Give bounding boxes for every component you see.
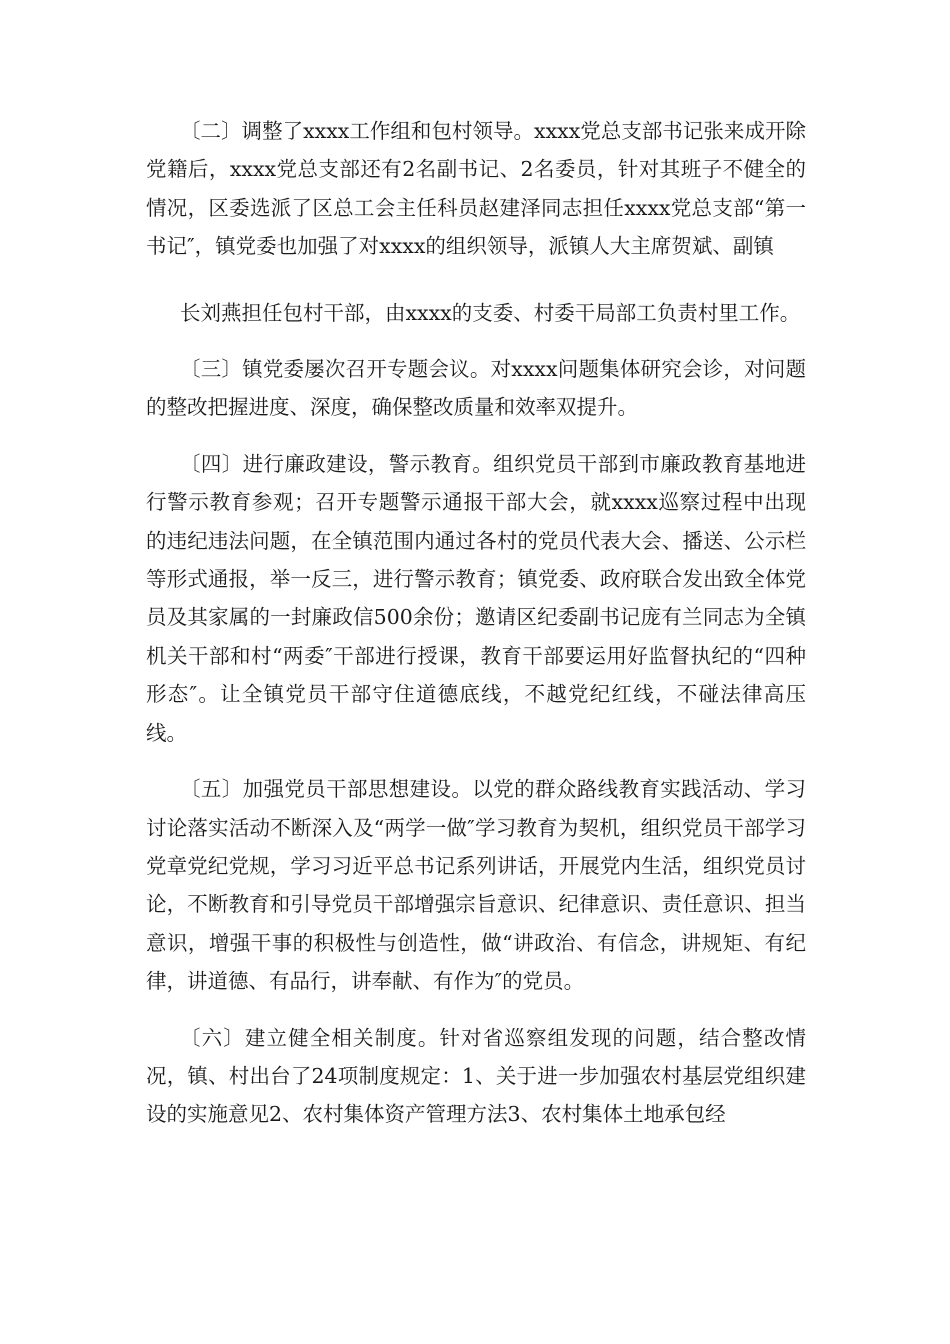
document-page [146, 112, 806, 1134]
paragraph-5-ideology: 〔五〕加强党员干部思想建设。以党的群众路线教育实践活动、学习讨论落实活动不断深入及“两学一做″学习教育为契机，组织党员干部学习党章党纪党规，学习习近平总书记系列讲话，开展党内生活，组织党员讨论，不断教育和引导党员干部增强宗旨意识、纪律意识、责任意识、担当意识，增强干事的积极性与创造性，做“讲政治、有信念，讲规矩、有纪律，讲道德、有品行，讲奉献、有作为″的党员。 [146, 777, 806, 994]
paragraph-6-systems: 〔六〕建立健全相关制度。针对省巡察组发现的问题，结合整改情况，镇、村出台了24项制度规定：1、关于进一步加强农村基层党组织建设的实施意见2、农村集体资产管理方法3、农村集体土地承包经 [146, 1025, 806, 1127]
paragraph-2-work-group: 〔二〕调整了xxxx工作组和包村领导。xxxx党总支部书记张来成开除党籍后，xxxx党总支部还有2名副书记、2名委员，针对其班子不健全的情况，区委选派了区总工会主任科员赵建泽同志担任xxxx党总支部“第一书记″，镇党委也加强了对xxxx的组织领导，派镇人大主席贺斌、副镇 [146, 119, 806, 259]
paragraph-3-meetings: 〔三〕镇党委屡次召开专题会议。对xxxx问题集体研究会诊，对问题的整改把握进度、深度，确保整改质量和效率双提升。 [146, 357, 806, 420]
paragraph-2-continuation: 长刘燕担任包村干部，由xxxx的支委、村委干局部工负责村里工作。 [180, 300, 801, 325]
paragraph-4-integrity: 〔四〕进行廉政建设，警示教育。组织党员干部到市廉政教育基地进行警示教育参观；召开专题警示通报干部大会，就xxxx巡察过程中出现的违纪违法问题，在全镇范围内通过各村的党员代表大会、播送、公示栏等形式通报，举一反三，进行警示教育；镇党委、政府联合发出致全体党员及其家属的一封廉政信500余份；邀请区纪委副书记庞有兰同志为全镇机关干部和村“两委″干部进行授课，教育干部要运用好监督执纪的“四种形态″。让全镇党员干部守住道德底线，不越党纪红线，不碰法律高压线。 [146, 451, 806, 745]
